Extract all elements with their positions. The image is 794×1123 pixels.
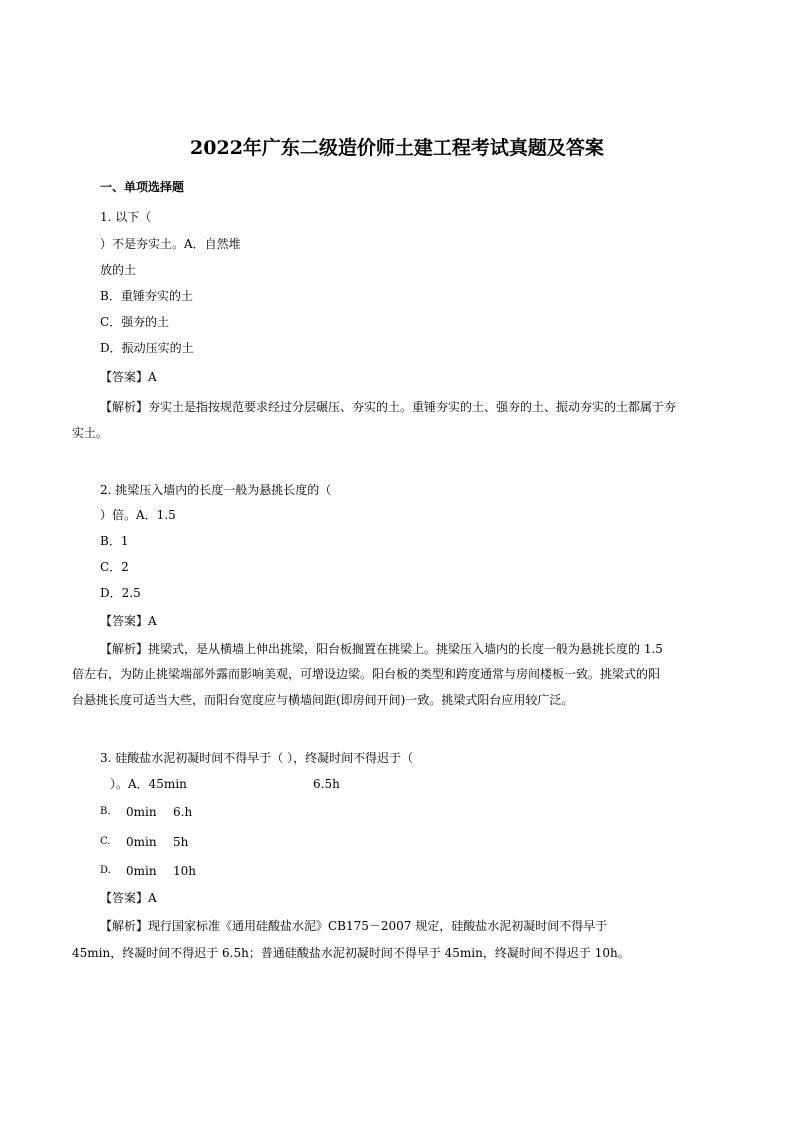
q1-answer: 【答案】A — [100, 370, 157, 384]
q1-stem-line-2: ）不是夯实土。A．自然堆 — [100, 237, 241, 251]
q1-option-d: D．振动压实的土 — [100, 341, 194, 355]
q3-explanation-line-2: 45min，终凝时间不得迟于 6.5h；普通硅酸盐水泥初凝时间不得早于 45min，终凝时间不得迟于 10h。 — [72, 946, 630, 960]
q3-option-a-value: 6.5h — [313, 777, 340, 791]
q3-option-c-letter: C. — [100, 836, 111, 847]
q3-option-d-value-2: 10h — [173, 864, 196, 878]
q3-option-c-value-1: 0min — [126, 835, 157, 849]
q3-option-d-letter: D. — [100, 865, 111, 876]
q2-stem-line-2: ）倍。A．1.5 — [100, 508, 176, 522]
q3-option-d-value-1: 0min — [126, 864, 157, 878]
q1-stem-line-3: 放的土 — [100, 263, 137, 277]
q1-explanation-line-1: 【解析】夯实土是指按规范要求经过分层碾压、夯实的土。重锤夯实的土、强夯的土、振动夯实的土都属于夯 — [100, 400, 677, 414]
q3-option-b-value-2: 6.h — [173, 805, 193, 819]
q2-answer: 【答案】A — [100, 614, 157, 628]
q2-explanation-line-3: 台悬挑长度可适当大些，而阳台宽度应与横墙间距(即房间开间)一致。挑梁式阳台应用较广泛。 — [72, 693, 574, 707]
q3-stem-line-1: 3. 硅酸盐水泥初凝时间不得早于（ ），终凝时间不得迟于（ — [100, 751, 414, 765]
q2-option-b: B．1 — [100, 534, 129, 548]
q1-stem-line-1: 1. 以下（ — [100, 210, 152, 224]
q1-option-b: B．重锤夯实的土 — [100, 289, 193, 303]
q2-explanation-line-2: 倍左右，为防止挑梁端部外露而影响美观，可增设边梁。阳台板的类型和跨度通常与房间楼板一致。挑梁式的阳 — [72, 667, 661, 681]
q2-stem-line-1: 2. 挑梁压入墙内的长度一般为悬挑长度的（ — [100, 483, 332, 497]
q2-option-d: D．2.5 — [100, 586, 141, 600]
q3-option-b-letter: B. — [100, 806, 111, 817]
q3-explanation-line-1: 【解析】现行国家标准《通用硅酸盐水泥》CB175－2007 规定，硅酸盐水泥初凝时间不得早于 — [100, 919, 608, 933]
document-title: 2022年广东二级造价师土建工程考试真题及答案 — [190, 137, 604, 159]
q1-option-c: C．强夯的土 — [100, 315, 170, 329]
q2-explanation-line-1: 【解析】挑梁式，是从横墙上伸出挑梁，阳台板搁置在挑梁上。挑梁压入墙内的长度一般为悬挑长度的 1.5 — [100, 642, 663, 656]
q1-explanation-line-2: 实土。 — [72, 426, 109, 440]
q3-option-c-value-2: 5h — [173, 835, 189, 849]
q2-option-c: C．2 — [100, 560, 129, 574]
section-heading: 一、单项选择题 — [100, 180, 185, 194]
q3-option-a: ）。A．45min — [110, 777, 187, 791]
q3-option-b-value-1: 0min — [126, 805, 157, 819]
q3-answer: 【答案】A — [100, 891, 157, 905]
